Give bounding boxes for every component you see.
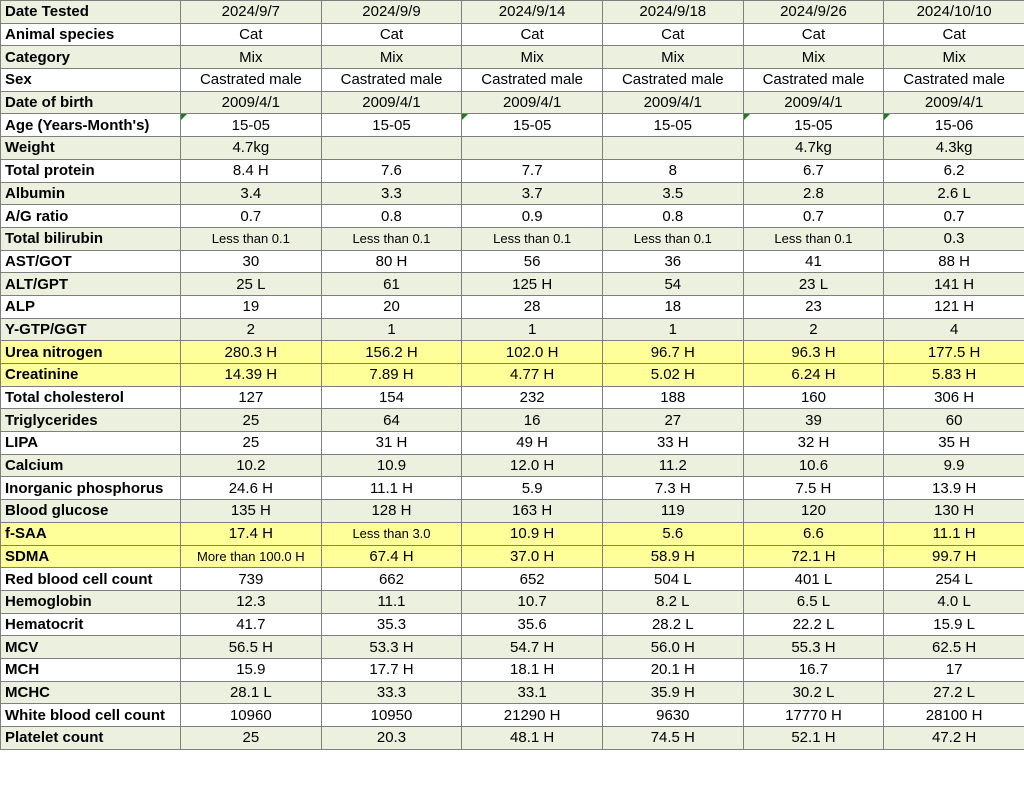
table-cell: 56.0 H bbox=[602, 636, 743, 659]
table-row bbox=[1, 545, 1024, 568]
row-label: AST/GOT bbox=[1, 250, 181, 273]
table-cell: 35 H bbox=[884, 432, 1024, 455]
table-cell: 80 H bbox=[321, 250, 462, 273]
table-cell: 30.2 L bbox=[743, 681, 884, 704]
row-label: MCH bbox=[1, 658, 181, 681]
table-cell: Castrated male bbox=[181, 69, 322, 92]
table-cell: 25 bbox=[181, 727, 322, 750]
table-cell: 15-06 bbox=[884, 114, 1024, 137]
table-cell: 18.1 H bbox=[462, 658, 603, 681]
row-label: Triglycerides bbox=[1, 409, 181, 432]
table-cell: 49 H bbox=[462, 432, 603, 455]
table-cell: 20.3 bbox=[321, 727, 462, 750]
table-cell: Cat bbox=[602, 23, 743, 46]
table-cell: 96.7 H bbox=[602, 341, 743, 364]
table-cell: Castrated male bbox=[884, 69, 1024, 92]
table-cell: Less than 0.1 bbox=[743, 227, 884, 250]
table-cell: 10.9 H bbox=[462, 522, 603, 545]
table-cell: 17770 H bbox=[743, 704, 884, 727]
table-row bbox=[1, 159, 1024, 182]
table-cell: 15-05 bbox=[462, 114, 603, 137]
table-cell: 32 H bbox=[743, 432, 884, 455]
table-row bbox=[1, 590, 1024, 613]
table-cell: Mix bbox=[884, 46, 1024, 69]
table-cell: 18 bbox=[602, 295, 743, 318]
table-cell: 306 H bbox=[884, 386, 1024, 409]
table-row bbox=[1, 205, 1024, 228]
table-cell: 4.3kg bbox=[884, 137, 1024, 160]
table-cell: 17.4 H bbox=[181, 522, 322, 545]
table-cell: 35.9 H bbox=[602, 681, 743, 704]
row-label: SDMA bbox=[1, 545, 181, 568]
table-cell: Mix bbox=[181, 46, 322, 69]
table-cell: 3.4 bbox=[181, 182, 322, 205]
table-cell: 4.0 L bbox=[884, 590, 1024, 613]
table-cell: More than 100.0 H bbox=[181, 545, 322, 568]
table-cell: 25 bbox=[181, 409, 322, 432]
table-cell: Cat bbox=[884, 23, 1024, 46]
table-cell: 652 bbox=[462, 568, 603, 591]
row-label: Blood glucose bbox=[1, 500, 181, 523]
table-cell: 2009/4/1 bbox=[884, 91, 1024, 114]
table-cell: 27 bbox=[602, 409, 743, 432]
table-cell: 504 L bbox=[602, 568, 743, 591]
table-cell: 6.2 bbox=[884, 159, 1024, 182]
table-cell: 0.7 bbox=[743, 205, 884, 228]
table-cell: 30 bbox=[181, 250, 322, 273]
table-cell: 6.6 bbox=[743, 522, 884, 545]
row-label: Hemoglobin bbox=[1, 590, 181, 613]
table-row bbox=[1, 23, 1024, 46]
lab-results-body bbox=[1, 1, 1024, 750]
table-row bbox=[1, 137, 1024, 160]
table-cell: 120 bbox=[743, 500, 884, 523]
row-label: Calcium bbox=[1, 454, 181, 477]
table-cell: 2009/4/1 bbox=[321, 91, 462, 114]
table-cell: 254 L bbox=[884, 568, 1024, 591]
row-label: Y-GTP/GGT bbox=[1, 318, 181, 341]
table-cell: 7.7 bbox=[462, 159, 603, 182]
table-cell: 2024/9/14 bbox=[462, 1, 603, 24]
table-cell: 8.4 H bbox=[181, 159, 322, 182]
table-cell: 28100 H bbox=[884, 704, 1024, 727]
table-row bbox=[1, 1, 1024, 24]
row-label: Date of birth bbox=[1, 91, 181, 114]
table-cell: 154 bbox=[321, 386, 462, 409]
table-cell: 232 bbox=[462, 386, 603, 409]
table-cell: 11.1 bbox=[321, 590, 462, 613]
table-cell: 14.39 H bbox=[181, 364, 322, 387]
table-cell: 13.9 H bbox=[884, 477, 1024, 500]
row-label: MCHC bbox=[1, 681, 181, 704]
table-cell: 121 H bbox=[884, 295, 1024, 318]
table-cell bbox=[602, 137, 743, 160]
table-cell: 58.9 H bbox=[602, 545, 743, 568]
table-cell: 28.1 L bbox=[181, 681, 322, 704]
table-cell: 119 bbox=[602, 500, 743, 523]
table-cell: 177.5 H bbox=[884, 341, 1024, 364]
table-cell: 28.2 L bbox=[602, 613, 743, 636]
table-cell: Cat bbox=[181, 23, 322, 46]
table-row bbox=[1, 568, 1024, 591]
table-cell: 41 bbox=[743, 250, 884, 273]
table-cell: 160 bbox=[743, 386, 884, 409]
table-cell: 5.83 H bbox=[884, 364, 1024, 387]
table-cell: 2 bbox=[743, 318, 884, 341]
table-cell: 10.2 bbox=[181, 454, 322, 477]
row-label: Date Tested bbox=[1, 1, 181, 24]
table-cell: 401 L bbox=[743, 568, 884, 591]
table-cell: 15.9 bbox=[181, 658, 322, 681]
table-cell: 7.5 H bbox=[743, 477, 884, 500]
row-label: Category bbox=[1, 46, 181, 69]
table-row bbox=[1, 295, 1024, 318]
table-cell: 2009/4/1 bbox=[743, 91, 884, 114]
table-cell: 125 H bbox=[462, 273, 603, 296]
table-cell: 17 bbox=[884, 658, 1024, 681]
table-cell: 25 bbox=[181, 432, 322, 455]
table-cell: 8.2 L bbox=[602, 590, 743, 613]
row-label: Age (Years-Month's) bbox=[1, 114, 181, 137]
row-label: LIPA bbox=[1, 432, 181, 455]
table-cell: 54.7 H bbox=[462, 636, 603, 659]
table-cell: 12.3 bbox=[181, 590, 322, 613]
table-cell: 2.6 L bbox=[884, 182, 1024, 205]
table-cell: 6.5 L bbox=[743, 590, 884, 613]
table-cell: 23 L bbox=[743, 273, 884, 296]
table-cell: 21290 H bbox=[462, 704, 603, 727]
table-cell: Less than 3.0 bbox=[321, 522, 462, 545]
row-label: Sex bbox=[1, 69, 181, 92]
table-cell: 130 H bbox=[884, 500, 1024, 523]
table-cell: 12.0 H bbox=[462, 454, 603, 477]
table-cell: 2024/10/10 bbox=[884, 1, 1024, 24]
table-row bbox=[1, 454, 1024, 477]
table-row bbox=[1, 477, 1024, 500]
table-cell: 9.9 bbox=[884, 454, 1024, 477]
table-row bbox=[1, 636, 1024, 659]
table-cell: Mix bbox=[743, 46, 884, 69]
row-label: ALP bbox=[1, 295, 181, 318]
row-label: Urea nitrogen bbox=[1, 341, 181, 364]
table-cell: 0.3 bbox=[884, 227, 1024, 250]
table-cell: 2009/4/1 bbox=[181, 91, 322, 114]
table-cell: 72.1 H bbox=[743, 545, 884, 568]
table-cell: 31 H bbox=[321, 432, 462, 455]
table-row bbox=[1, 658, 1024, 681]
table-cell: Cat bbox=[462, 23, 603, 46]
table-cell: 15-05 bbox=[181, 114, 322, 137]
table-cell: Less than 0.1 bbox=[321, 227, 462, 250]
table-row bbox=[1, 500, 1024, 523]
table-cell: 39 bbox=[743, 409, 884, 432]
row-label: MCV bbox=[1, 636, 181, 659]
table-cell: 6.24 H bbox=[743, 364, 884, 387]
table-row bbox=[1, 250, 1024, 273]
table-cell: 61 bbox=[321, 273, 462, 296]
table-cell: 5.9 bbox=[462, 477, 603, 500]
table-cell: 16 bbox=[462, 409, 603, 432]
table-cell: 662 bbox=[321, 568, 462, 591]
row-label: White blood cell count bbox=[1, 704, 181, 727]
table-row bbox=[1, 727, 1024, 750]
table-cell: Less than 0.1 bbox=[602, 227, 743, 250]
table-cell: 20 bbox=[321, 295, 462, 318]
table-cell: 188 bbox=[602, 386, 743, 409]
table-cell: 41.7 bbox=[181, 613, 322, 636]
table-cell: 6.7 bbox=[743, 159, 884, 182]
table-cell: 15-05 bbox=[602, 114, 743, 137]
table-cell: 27.2 L bbox=[884, 681, 1024, 704]
table-cell bbox=[321, 137, 462, 160]
table-row bbox=[1, 227, 1024, 250]
table-row bbox=[1, 273, 1024, 296]
table-cell: 20.1 H bbox=[602, 658, 743, 681]
table-cell bbox=[462, 137, 603, 160]
table-cell: 128 H bbox=[321, 500, 462, 523]
table-cell: 99.7 H bbox=[884, 545, 1024, 568]
table-row bbox=[1, 91, 1024, 114]
table-cell: 3.5 bbox=[602, 182, 743, 205]
row-label: Weight bbox=[1, 137, 181, 160]
table-cell: 10960 bbox=[181, 704, 322, 727]
table-cell: Castrated male bbox=[743, 69, 884, 92]
table-cell: 48.1 H bbox=[462, 727, 603, 750]
table-cell: 16.7 bbox=[743, 658, 884, 681]
table-cell: 0.7 bbox=[884, 205, 1024, 228]
table-row bbox=[1, 522, 1024, 545]
row-label: Inorganic phosphorus bbox=[1, 477, 181, 500]
table-cell: 7.89 H bbox=[321, 364, 462, 387]
table-cell: 60 bbox=[884, 409, 1024, 432]
table-cell: 15.9 L bbox=[884, 613, 1024, 636]
table-cell: Cat bbox=[743, 23, 884, 46]
table-cell: 62.5 H bbox=[884, 636, 1024, 659]
table-cell: 23 bbox=[743, 295, 884, 318]
table-row bbox=[1, 613, 1024, 636]
table-cell: 10.7 bbox=[462, 590, 603, 613]
table-cell: 96.3 H bbox=[743, 341, 884, 364]
table-cell: 2009/4/1 bbox=[462, 91, 603, 114]
table-cell: 17.7 H bbox=[321, 658, 462, 681]
table-cell: Mix bbox=[602, 46, 743, 69]
table-cell: 2009/4/1 bbox=[602, 91, 743, 114]
table-cell: 35.6 bbox=[462, 613, 603, 636]
table-cell: 156.2 H bbox=[321, 341, 462, 364]
table-cell: 3.7 bbox=[462, 182, 603, 205]
table-cell: 22.2 L bbox=[743, 613, 884, 636]
row-label: ALT/GPT bbox=[1, 273, 181, 296]
table-cell: 4.77 H bbox=[462, 364, 603, 387]
table-cell: 8 bbox=[602, 159, 743, 182]
table-cell: 135 H bbox=[181, 500, 322, 523]
table-cell: 36 bbox=[602, 250, 743, 273]
table-cell: 10.9 bbox=[321, 454, 462, 477]
table-cell: 102.0 H bbox=[462, 341, 603, 364]
table-cell: 33.3 bbox=[321, 681, 462, 704]
table-row bbox=[1, 386, 1024, 409]
row-label: Hematocrit bbox=[1, 613, 181, 636]
table-cell: 53.3 H bbox=[321, 636, 462, 659]
table-cell: Castrated male bbox=[602, 69, 743, 92]
table-cell: 11.1 H bbox=[321, 477, 462, 500]
table-row bbox=[1, 341, 1024, 364]
table-cell: 88 H bbox=[884, 250, 1024, 273]
table-row bbox=[1, 114, 1024, 137]
table-cell: 19 bbox=[181, 295, 322, 318]
table-row bbox=[1, 364, 1024, 387]
table-cell: Castrated male bbox=[321, 69, 462, 92]
row-label: Total protein bbox=[1, 159, 181, 182]
row-label: Red blood cell count bbox=[1, 568, 181, 591]
table-cell: Mix bbox=[462, 46, 603, 69]
row-label: Platelet count bbox=[1, 727, 181, 750]
table-cell: 4.7kg bbox=[181, 137, 322, 160]
table-cell: 74.5 H bbox=[602, 727, 743, 750]
table-cell: Mix bbox=[321, 46, 462, 69]
table-cell: 56.5 H bbox=[181, 636, 322, 659]
table-cell: 2.8 bbox=[743, 182, 884, 205]
table-cell: 47.2 H bbox=[884, 727, 1024, 750]
table-row bbox=[1, 409, 1024, 432]
table-cell: 11.2 bbox=[602, 454, 743, 477]
table-cell: 54 bbox=[602, 273, 743, 296]
table-cell: 2024/9/18 bbox=[602, 1, 743, 24]
table-cell: 4.7kg bbox=[743, 137, 884, 160]
table-cell: Less than 0.1 bbox=[462, 227, 603, 250]
table-cell: 25 L bbox=[181, 273, 322, 296]
row-label: Total bilirubin bbox=[1, 227, 181, 250]
table-cell: 15-05 bbox=[743, 114, 884, 137]
table-cell: 10950 bbox=[321, 704, 462, 727]
table-row bbox=[1, 432, 1024, 455]
table-cell: 37.0 H bbox=[462, 545, 603, 568]
table-cell: Less than 0.1 bbox=[181, 227, 322, 250]
table-cell: 2024/9/26 bbox=[743, 1, 884, 24]
table-cell: 739 bbox=[181, 568, 322, 591]
table-cell: 10.6 bbox=[743, 454, 884, 477]
table-cell: 2024/9/7 bbox=[181, 1, 322, 24]
table-cell: 127 bbox=[181, 386, 322, 409]
table-cell: 55.3 H bbox=[743, 636, 884, 659]
table-row bbox=[1, 704, 1024, 727]
table-cell: 15-05 bbox=[321, 114, 462, 137]
table-cell: 1 bbox=[321, 318, 462, 341]
row-label: A/G ratio bbox=[1, 205, 181, 228]
table-cell: 5.02 H bbox=[602, 364, 743, 387]
table-cell: 0.7 bbox=[181, 205, 322, 228]
table-cell: 2024/9/9 bbox=[321, 1, 462, 24]
table-cell: 9630 bbox=[602, 704, 743, 727]
table-cell: 7.3 H bbox=[602, 477, 743, 500]
row-label: Creatinine bbox=[1, 364, 181, 387]
table-cell: 67.4 H bbox=[321, 545, 462, 568]
row-label: Albumin bbox=[1, 182, 181, 205]
table-cell: 2 bbox=[181, 318, 322, 341]
table-cell: 52.1 H bbox=[743, 727, 884, 750]
table-row bbox=[1, 182, 1024, 205]
table-cell: Cat bbox=[321, 23, 462, 46]
table-row bbox=[1, 318, 1024, 341]
table-cell: 33.1 bbox=[462, 681, 603, 704]
row-label: f-SAA bbox=[1, 522, 181, 545]
table-cell: Castrated male bbox=[462, 69, 603, 92]
row-label: Animal species bbox=[1, 23, 181, 46]
table-row bbox=[1, 46, 1024, 69]
table-cell: 11.1 H bbox=[884, 522, 1024, 545]
table-cell: 280.3 H bbox=[181, 341, 322, 364]
table-cell: 1 bbox=[602, 318, 743, 341]
table-cell: 0.8 bbox=[602, 205, 743, 228]
table-cell: 1 bbox=[462, 318, 603, 341]
table-cell: 141 H bbox=[884, 273, 1024, 296]
table-row bbox=[1, 681, 1024, 704]
table-row bbox=[1, 69, 1024, 92]
table-cell: 5.6 bbox=[602, 522, 743, 545]
table-cell: 24.6 H bbox=[181, 477, 322, 500]
table-cell: 35.3 bbox=[321, 613, 462, 636]
table-cell: 64 bbox=[321, 409, 462, 432]
table-cell: 0.8 bbox=[321, 205, 462, 228]
table-cell: 4 bbox=[884, 318, 1024, 341]
table-cell: 33 H bbox=[602, 432, 743, 455]
table-cell: 28 bbox=[462, 295, 603, 318]
row-label: Total cholesterol bbox=[1, 386, 181, 409]
table-cell: 56 bbox=[462, 250, 603, 273]
table-cell: 163 H bbox=[462, 500, 603, 523]
table-cell: 7.6 bbox=[321, 159, 462, 182]
table-cell: 0.9 bbox=[462, 205, 603, 228]
table-cell: 3.3 bbox=[321, 182, 462, 205]
